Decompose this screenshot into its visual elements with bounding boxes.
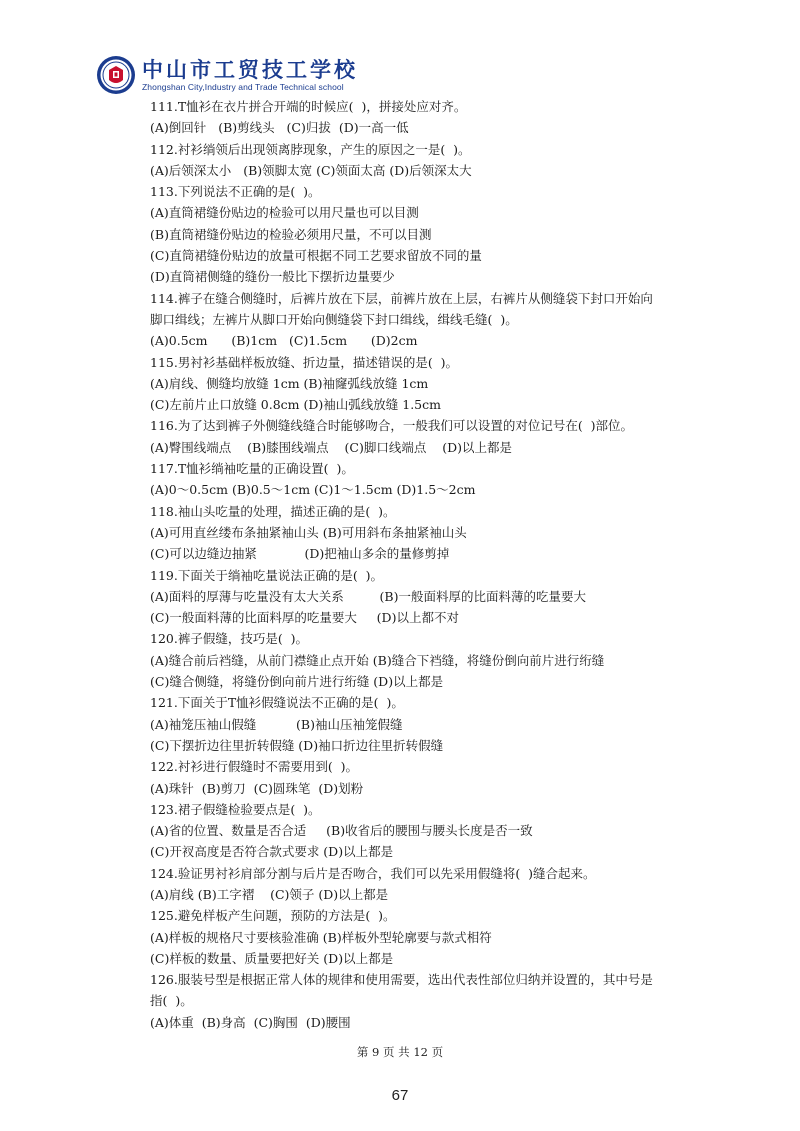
text-line: (A)肩线、侧缝均放缝 1cm (B)袖窿弧线放缝 1cm: [150, 375, 429, 391]
text-line: (A)可用直丝缕布条抽紧袖山头 (B)可用斜布条抽紧袖山头: [150, 524, 467, 540]
text-line: 指( )。: [150, 993, 193, 1009]
text-line: 113.下列说法不正确的是( )。: [150, 184, 321, 200]
text-line: 120.裤子假缝，技巧是( )。: [150, 631, 309, 647]
text-line: (A)直筒裙缝份贴边的检验可以用尺量也可以目测: [150, 205, 419, 221]
text-line: (A)0～0.5cm (B)0.5～1cm (C)1～1.5cm (D)1.5～2cm: [150, 482, 476, 498]
document-header: [96, 52, 358, 98]
text-line: 121.下面关于T恤衫假缝说法不正确的是( )。: [150, 695, 404, 711]
text-line: (A)袖笼压袖山假缝 (B)袖山压袖笼假缝: [150, 716, 403, 732]
text-line: (D)直筒裙侧缝的缝份一般比下摆折边量要少: [150, 269, 395, 285]
text-line: (A)0.5cm (B)1cm (C)1.5cm (D)2cm: [150, 333, 418, 349]
text-line: (C)可以边缝边抽紧 (D)把袖山多余的量修剪掉: [150, 546, 450, 562]
text-line: 123.裙子假缝检验要点是( )。: [150, 801, 321, 817]
school-name: [142, 58, 358, 93]
text-line: (C)开衩高度是否符合款式要求 (D)以上都是: [150, 844, 394, 860]
text-line: (C)下摆折边往里折转假缝 (D)袖口折边往里折转假缝: [150, 737, 444, 753]
page-number: 67: [391, 1087, 409, 1104]
text-line: 111.T恤衫在衣片拼合开端的时候应( )，拼接处应对齐。: [150, 99, 467, 114]
text-line: (A)肩线 (B)工字褶 (C)领子 (D)以上都是: [150, 886, 389, 902]
text-line: (A)样板的规格尺寸要核验准确 (B)样板外型轮廓要与款式相符: [150, 929, 492, 945]
text-line: 126.服装号型是根据正常人体的规律和使用需要，选出代表性部位归纳并设置的，其中号是: [150, 972, 653, 988]
text-line: 115.男衬衫基础样板放缝、折边量，描述错误的是( )。: [150, 354, 459, 370]
text-line: 脚口缉线；左裤片从脚口开始向侧缝袋下封口缉线，缉线毛缝( )。: [150, 311, 518, 327]
school-logo-icon: [96, 55, 136, 95]
text-line: (A)臀围线端点 (B)膝围线端点 (C)脚口线端点 (D)以上都是: [150, 439, 512, 455]
text-line: 119.下面关于绱袖吃量说法正确的是( )。: [150, 567, 384, 583]
text-line: (A)倒回针 (B)剪线头 (C)归拔 (D)一高一低: [150, 120, 409, 136]
text-line: 125.避免样板产生问题，预防的方法是( )。: [150, 908, 396, 924]
text-line: (A)省的位置、数量是否合适 (B)收省后的腰围与腰头长度是否一致: [150, 823, 533, 839]
text-line: (C)缝合侧缝，将缝份倒向前片进行绗缝 (D)以上都是: [150, 674, 444, 690]
text-line: (C)左前片止口放缝 0.8cm (D)袖山弧线放缝 1.5cm: [150, 397, 441, 413]
text-line: (C)一般面料薄的比面料厚的吃量要大 (D)以上都不对: [150, 610, 459, 626]
text-line: (A)缝合前后裆缝，从前门襟缝止点开始 (B)缝合下裆缝，将缝份倒向前片进行绗缝: [150, 652, 605, 668]
text-line: 114.裤子在缝合侧缝时，后裤片放在下层，前裤片放在上层，右裤片从侧缝袋下封口开始向: [150, 290, 653, 306]
page-of-indicator: 第 9 页 共 12 页: [356, 1045, 444, 1059]
school-name-cn: 中山市工贸技工学校: [142, 57, 358, 82]
text-line: (A)面料的厚薄与吃量没有太大关系 (B)一般面料厚的比面料薄的吃量要大: [150, 588, 586, 604]
school-name-en: Zhongshan City,Industry and Trade Technical school: [142, 81, 344, 92]
text-line: 117.T恤衫绱袖吃量的正确设置( )。: [150, 461, 354, 477]
text-line: (B)直筒裙缝份贴边的检验必须用尺量，不可以目测: [150, 226, 432, 242]
question-list: [150, 96, 670, 1033]
text-line: 122.衬衫进行假缝时不需要用到( )。: [150, 759, 359, 775]
text-line: 124.验证男衬衫肩部分割与后片是否吻合，我们可以先采用假缝将( )缝合起来。: [150, 865, 596, 881]
text-line: (C)直筒裙缝份贴边的放量可根据不同工艺要求留放不同的量: [150, 248, 482, 264]
text-line: 118.袖山头吃量的处理，描述正确的是( )。: [150, 503, 396, 519]
text-line: (A)体重 (B)身高 (C)胸围 (D)腰围: [150, 1014, 351, 1030]
text-line: 116.为了达到裤子外侧缝线缝合时能够吻合，一般我们可以设置的对位记号在( )部位。: [150, 418, 634, 434]
text-line: (C)样板的数量、质量要把好关 (D)以上都是: [150, 950, 394, 966]
text-line: (A)珠针 (B)剪刀 (C)圆珠笔 (D)划粉: [150, 780, 364, 796]
text-line: 112.衬衫绱领后出现领离脖现象，产生的原因之一是( )。: [150, 141, 471, 157]
text-line: (A)后领深太小 (B)领脚太宽 (C)领面太高 (D)后领深太大: [150, 162, 472, 178]
